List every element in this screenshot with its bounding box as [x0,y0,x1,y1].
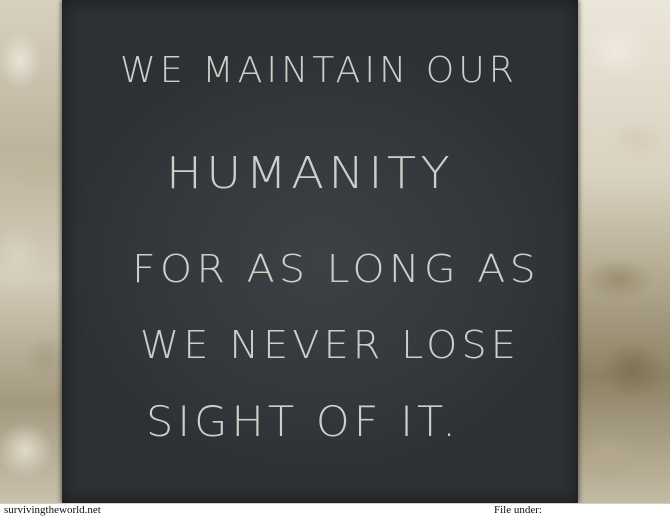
stone-wall-right [578,0,670,503]
chalk-line-5: SIGHT OF IT. [146,397,460,446]
stone-wall-left [0,0,66,503]
caption-bar [0,503,670,517]
chalk-line-4: WE NEVER LOSE [140,323,520,367]
file-under-label: File under: [494,504,542,516]
chalk-writing [62,0,578,503]
chalk-line-1: WE MAINTAIN OUR [120,50,518,91]
chalk-line-3: FOR AS LONG AS [132,247,540,291]
chalk-line-2: HUMANITY [166,148,454,199]
site-url: survivingtheworld.net [4,504,101,516]
chalkboard [62,0,578,503]
